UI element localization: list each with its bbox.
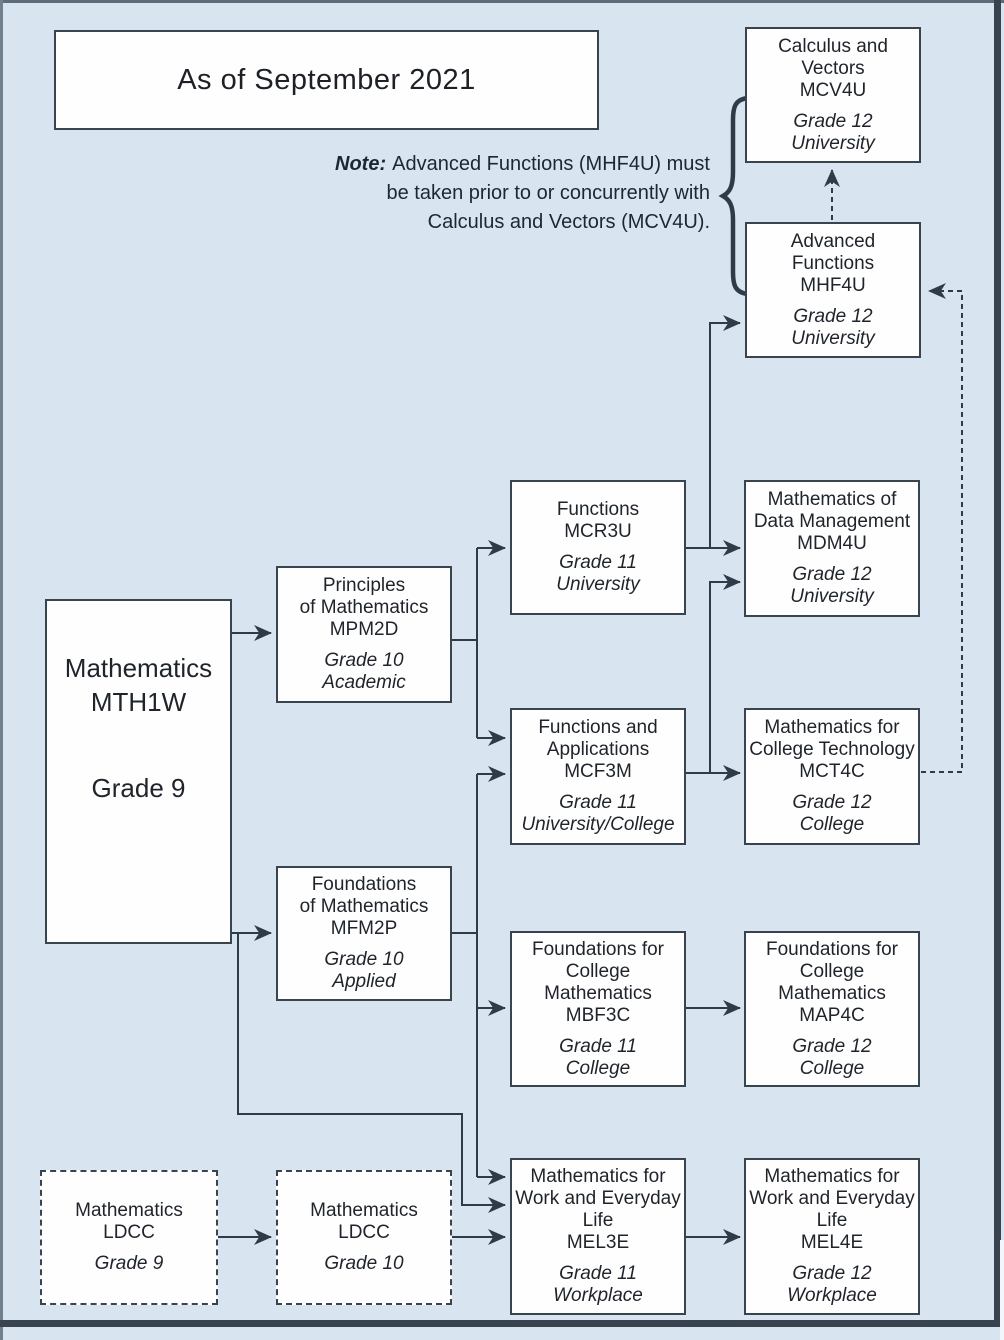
course-box-mpm2d: Principles of Mathematics MPM2D Grade 10 Academic xyxy=(276,566,452,703)
course-box-mcv4u: Calculus and Vectors MCV4U Grade 12 University xyxy=(745,27,921,163)
course-box-ldcc-grade9: Mathematics LDCC Grade 9 xyxy=(40,1170,218,1305)
chart-date-text: As of September 2021 xyxy=(177,63,476,96)
grade-label: Grade 12 College xyxy=(792,1035,872,1079)
grouping-brace xyxy=(723,98,747,294)
grade-label: Grade 10 xyxy=(324,1253,404,1274)
note-label: Note: xyxy=(335,153,387,175)
course-box-mcf3m: Functions and Applications MCF3M Grade 11 University/College xyxy=(510,708,686,845)
grade-label: Grade 12 University xyxy=(790,564,874,607)
chart-date-box xyxy=(54,30,599,130)
note-line-1: Note: Advanced Functions (MHF4U) must xyxy=(335,153,710,175)
grade-label: Grade 12 Workplace xyxy=(787,1263,877,1306)
course-box-ldcc-grade10: Mathematics LDCC Grade 10 xyxy=(276,1170,452,1305)
note-text xyxy=(290,150,710,237)
frame-edge-corner xyxy=(1000,1240,1004,1340)
frame-edge-right xyxy=(994,0,1001,1323)
course-box-mhf4u: Advanced Functions MHF4U Grade 12 University xyxy=(745,222,921,358)
grade-label: Grade 11 University xyxy=(556,552,640,595)
course-box-mdm4u: Mathematics of Data Management MDM4U Grade 12 University xyxy=(744,480,920,617)
frame-edge-left xyxy=(0,0,3,1340)
grade-label: Grade 10 Academic xyxy=(322,650,406,693)
grade-label: Grade 11 University/College xyxy=(521,792,675,835)
grade-label: Grade 9 xyxy=(94,1253,164,1274)
note-line-2: be taken prior to or concurrently with xyxy=(386,182,710,204)
course-box-map4c: Foundations for College Mathematics MAP4C Grade 12 College xyxy=(744,931,920,1087)
course-box-mel4e: Mathematics for Work and Everyday Life MEL4E Grade 12 Workplace xyxy=(744,1158,920,1315)
frame-edge-bottom xyxy=(0,1320,1004,1327)
note-line-3: Calculus and Vectors (MCV4U). xyxy=(427,211,710,233)
course-box-mcr3u: Functions MCR3U Grade 11 University xyxy=(510,480,686,615)
grade-label: Grade 11 Workplace xyxy=(553,1263,643,1306)
grade-label: Grade 12 University xyxy=(791,305,875,349)
course-box-mth1w: Mathematics MTH1W Grade 9 xyxy=(45,599,232,944)
grade-label: Grade 9 xyxy=(91,773,186,803)
course-box-mel3e: Mathematics for Work and Everyday Life MEL3E Grade 11 Workplace xyxy=(510,1158,686,1315)
grade-label: Grade 10 Applied xyxy=(324,949,404,992)
course-box-mct4c: Mathematics for College Technology MCT4C Grade 12 College xyxy=(744,708,920,845)
grade-label: Grade 12 University xyxy=(791,110,875,154)
grade-label: Grade 12 College xyxy=(792,792,872,835)
course-box-mbf3c: Foundations for College Mathematics MBF3C Grade 11 College xyxy=(510,931,686,1087)
course-box-mfm2p: Foundations of Mathematics MFM2P Grade 10 Applied xyxy=(276,866,452,1001)
grade-label: Grade 11 College xyxy=(559,1035,637,1079)
frame-edge-top xyxy=(0,0,1004,3)
